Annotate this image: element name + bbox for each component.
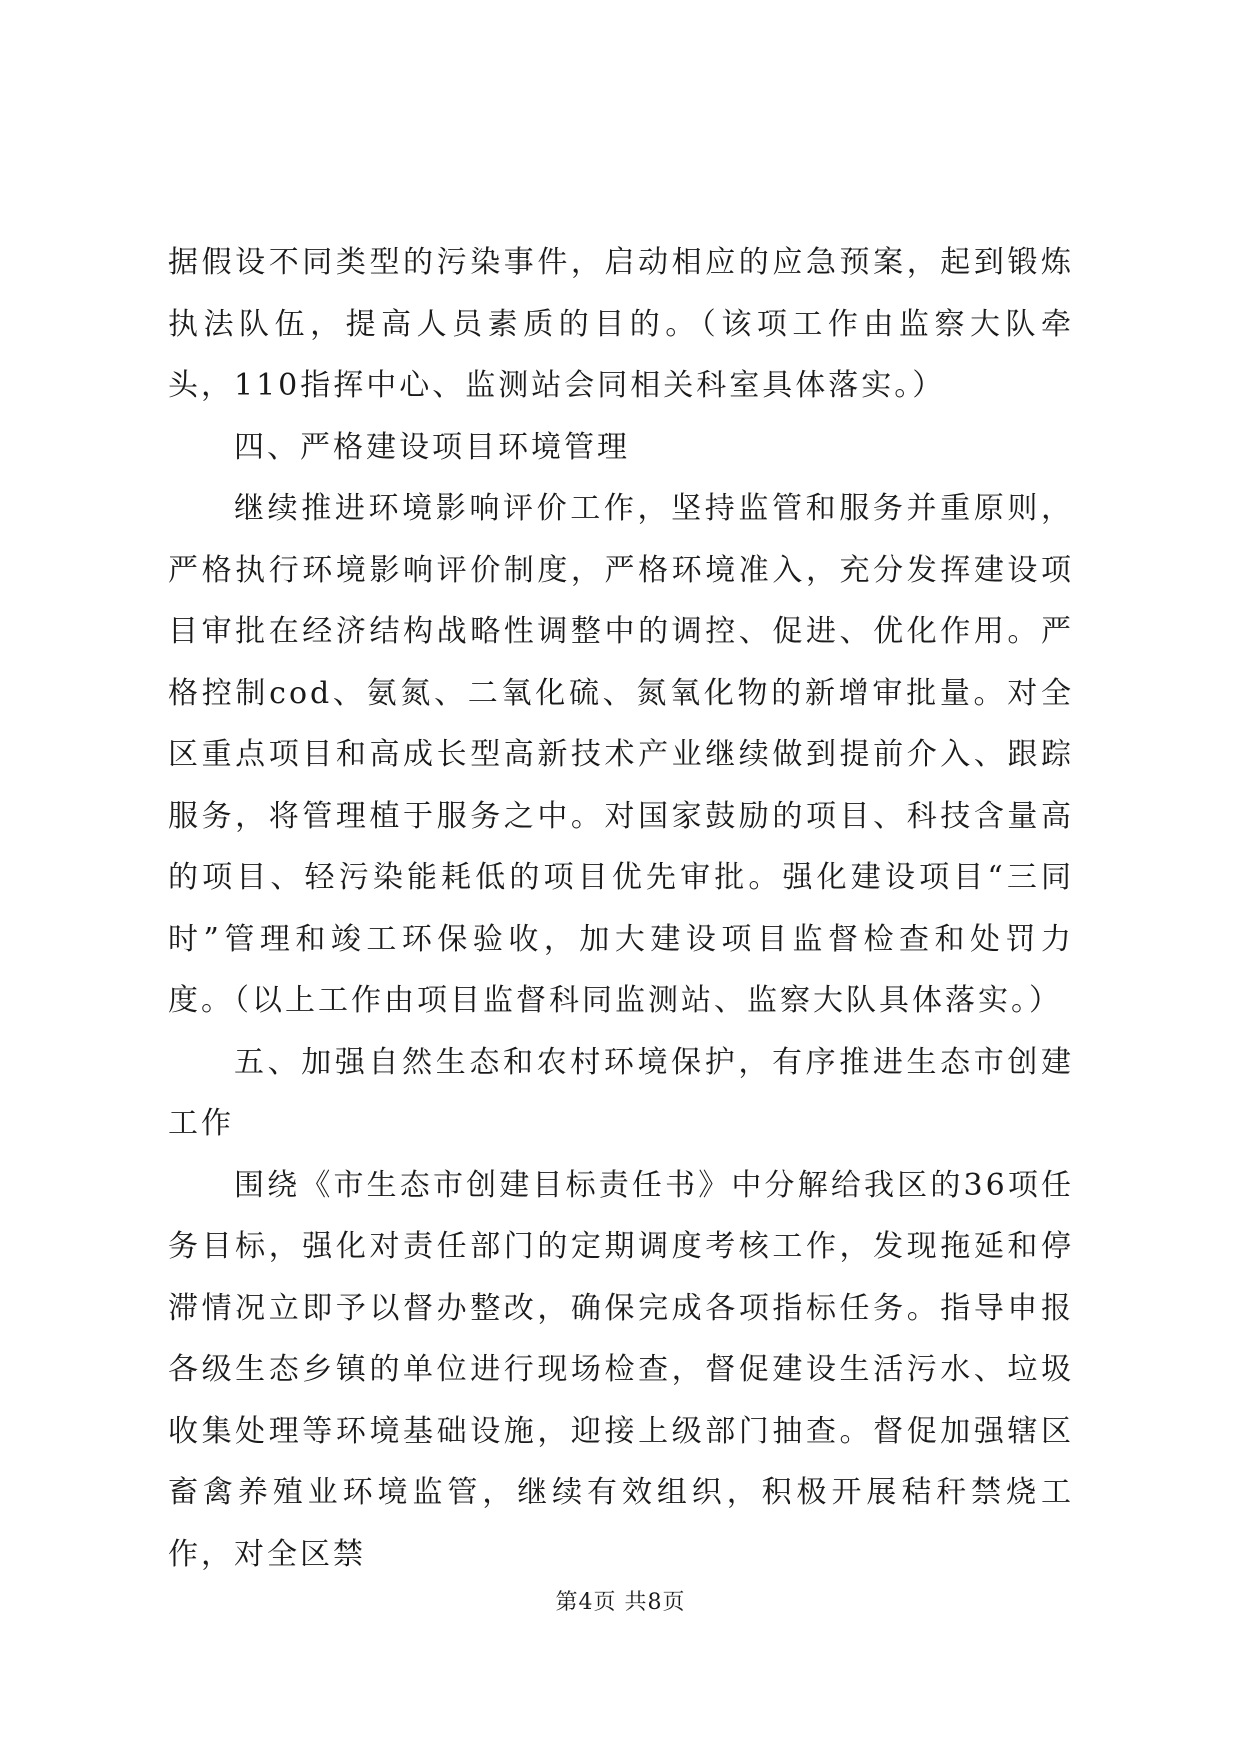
section-heading-four: 四、严格建设项目环境管理 — [234, 429, 630, 465]
paragraph-section-four: 继续推进环境影响评价工作，坚持监管和服务并重原则，严格执行环境影响评价制度，严格环境准入，充分发挥建设项目审批在经济结构战略性调整中的调控、促进、优化作用。严格控制cod、氨氮、二氧化硫、氮氧化物的新增审批量。对全区重点项目和高成长型高新技术产业继续做到提前介入、跟踪服务，将管理植于服务之中。对国家鼓励的项目、科技含量高的项目、轻污染能耗低的项目优先审批。强化建设项目“三同时”管理和竣工环保验收，加大建设项目监督检查和处罚力度。（以上工作由项目监督科同监测站、监察大队具体落实。） — [168, 491, 1074, 1018]
section-heading-five: 五、加强自然生态和农村环境保护，有序推进生态市创建工作 — [168, 1044, 1074, 1141]
document-body — [168, 232, 1074, 1585]
paragraph-section-five: 围绕《市生态市创建目标责任书》中分解给我区的36项任务目标，强化对责任部门的定期调度考核工作，发现拖延和停滞情况立即予以督办整改，确保完成各项指标任务。指导申报各级生态乡镇的单位进行现场检查，督促建设生活污水、垃圾收集处理等环境基础设施，迎接上级部门抽查。督促加强辖区畜禽养殖业环境监管，继续有效组织，积极开展秸秆禁烧工作，对全区禁 — [168, 1167, 1074, 1572]
page-footer: 第4页 共8页 — [555, 1590, 686, 1615]
paragraph-continuation: 据假设不同类型的污染事件，启动相应的应急预案，起到锻炼执法队伍，提高人员素质的目的。（该项工作由监察大队牵头，110指挥中心、监测站会同相关科室具体落实。） — [168, 245, 1074, 403]
